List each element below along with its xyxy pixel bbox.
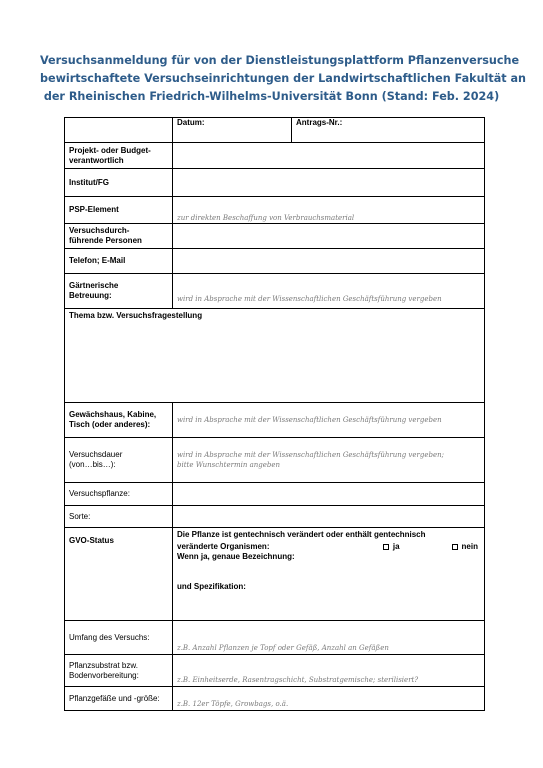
- pflanze-label: Versuchspflanze:: [65, 483, 173, 506]
- dauer-input[interactable]: [173, 438, 485, 483]
- gvo-nein-label: nein: [461, 542, 478, 551]
- versuchspersonen-row: [65, 224, 485, 249]
- gaertner-label: [65, 274, 173, 309]
- substrat-row: [65, 655, 485, 687]
- versuchspersonen-label: [65, 224, 173, 249]
- gvo-nein-option[interactable]: [452, 542, 478, 552]
- dauer-hint-line1: wird in Absprache mit der Wissenschaftlichen Geschäftsführung vergeben;: [177, 451, 444, 459]
- dauer-label: [65, 438, 173, 483]
- title-line-3: der Rheinischen Friedrich-Wilhelms-Universität Bonn (Stand: Feb. 2024): [43, 90, 500, 103]
- projekt-label-line1: Projekt- oder Budget-: [69, 145, 151, 155]
- checkbox-nein-icon[interactable]: [452, 544, 458, 550]
- projekt-label-line2: verantwortlich: [69, 155, 124, 165]
- title-line-1: Versuchsanmeldung für von der Dienstleistungsplattform Pflanzenversuche: [40, 54, 520, 67]
- versuchspersonen-label-line1: Versuchsdurch-: [69, 226, 130, 235]
- substrat-label: [65, 655, 173, 687]
- header-empty-cell: [65, 118, 173, 143]
- institut-label: Institut/FG: [65, 169, 173, 197]
- dauer-label-line2: (von…bis…):: [69, 460, 116, 469]
- dauer-label-line1: Versuchsdauer: [69, 450, 123, 459]
- gaertner-label-line1: Gärtnerische: [69, 281, 119, 290]
- umfang-label: Umfang des Versuchs:: [65, 621, 173, 655]
- header-row: [65, 118, 485, 143]
- datum-field[interactable]: [173, 118, 292, 143]
- dauer-hint-line2: bitte Wunschtermin angeben: [177, 461, 281, 469]
- substrat-label-line1: Pflanzsubstrat bzw.: [69, 660, 138, 670]
- gewaechshaus-row: [65, 403, 485, 438]
- pflanze-row: [65, 483, 485, 506]
- versuchspersonen-input[interactable]: [173, 224, 485, 249]
- gewaechshaus-label-line2: Tisch (oder anderes):: [69, 420, 151, 429]
- gvo-question-line2: [177, 542, 480, 552]
- thema-label: Thema bzw. Versuchsfragestellung: [69, 311, 203, 320]
- institut-row: [65, 169, 485, 197]
- gvo-options: [383, 542, 478, 552]
- psp-label: PSP-Element: [65, 197, 173, 224]
- dauer-row: [65, 438, 485, 483]
- projekt-row: [65, 143, 485, 169]
- checkbox-ja-icon[interactable]: [383, 544, 389, 550]
- institut-input[interactable]: [173, 169, 485, 197]
- gefaesse-hint: z.B. 12er Töpfe, Growbags, o.ä.: [177, 700, 289, 708]
- gewaechshaus-label: [65, 403, 173, 438]
- gvo-field: [173, 528, 485, 621]
- sorte-row: [65, 506, 485, 528]
- gefaesse-label: Pflanzgefäße und -größe:: [65, 687, 173, 711]
- gvo-ja-label: ja: [392, 542, 400, 551]
- gvo-question-text: veränderte Organismen:: [177, 542, 270, 551]
- telefon-input[interactable]: [173, 249, 485, 274]
- application-form-table: [64, 117, 485, 711]
- gvo-question-line1: Die Pflanze ist gentechnisch verändert oder enthält gentechnisch: [177, 530, 426, 539]
- substrat-input[interactable]: [173, 655, 485, 687]
- gaertner-input[interactable]: [173, 274, 485, 309]
- psp-hint: zur direkten Beschaffung von Verbrauchsmaterial: [177, 214, 355, 222]
- umfang-input[interactable]: [173, 621, 485, 655]
- thema-field[interactable]: [65, 309, 485, 403]
- projekt-label: [65, 143, 173, 169]
- gaertner-hint: wird in Absprache mit der Wissenschaftlichen Geschäftsführung vergeben: [177, 295, 442, 303]
- gefaesse-row: [65, 687, 485, 711]
- gewaechshaus-input[interactable]: [173, 403, 485, 438]
- gvo-row: [65, 528, 485, 621]
- gaertner-label-line2: Betreuung:: [69, 291, 112, 300]
- pflanze-input[interactable]: [173, 483, 485, 506]
- substrat-hint: z.B. Einheitserde, Rasentragschicht, Substratgemische; sterilisiert?: [177, 676, 419, 684]
- gaertner-row: [65, 274, 485, 309]
- umfang-row: [65, 621, 485, 655]
- gvo-spezifikation-label: und Spezifikation:: [177, 582, 246, 591]
- psp-input[interactable]: [173, 197, 485, 224]
- sorte-label: Sorte:: [65, 506, 173, 528]
- title-line-2: bewirtschaftete Versuchseinrichtungen der Landwirtschaftlichen Fakultät an: [40, 72, 527, 85]
- psp-row: [65, 197, 485, 224]
- datum-label: Datum:: [177, 118, 205, 127]
- gewaechshaus-hint: wird in Absprache mit der Wissenschaftlichen Geschäftsführung vergeben: [177, 416, 442, 424]
- gefaesse-input[interactable]: [173, 687, 485, 711]
- antrag-label: Antrags-Nr.:: [296, 118, 343, 127]
- antrag-field[interactable]: [292, 118, 485, 143]
- gewaechshaus-label-line1: Gewächshaus, Kabine,: [69, 410, 157, 419]
- gvo-bezeichnung-label: Wenn ja, genaue Bezeichnung:: [177, 552, 295, 561]
- versuchspersonen-label-line2: führende Personen: [69, 236, 142, 245]
- thema-row: [65, 309, 485, 403]
- document-title: [40, 52, 527, 106]
- gvo-ja-option[interactable]: [383, 542, 400, 552]
- gvo-label: GVO-Status: [65, 528, 173, 621]
- telefon-label: Telefon; E-Mail: [65, 249, 173, 274]
- projekt-input[interactable]: [173, 143, 485, 169]
- sorte-input[interactable]: [173, 506, 485, 528]
- umfang-hint: z.B. Anzahl Pflanzen je Topf oder Gefäß, Anzahl an Gefäßen: [177, 644, 389, 652]
- substrat-label-line2: Bodenvorbereitung:: [69, 670, 139, 680]
- telefon-row: [65, 249, 485, 274]
